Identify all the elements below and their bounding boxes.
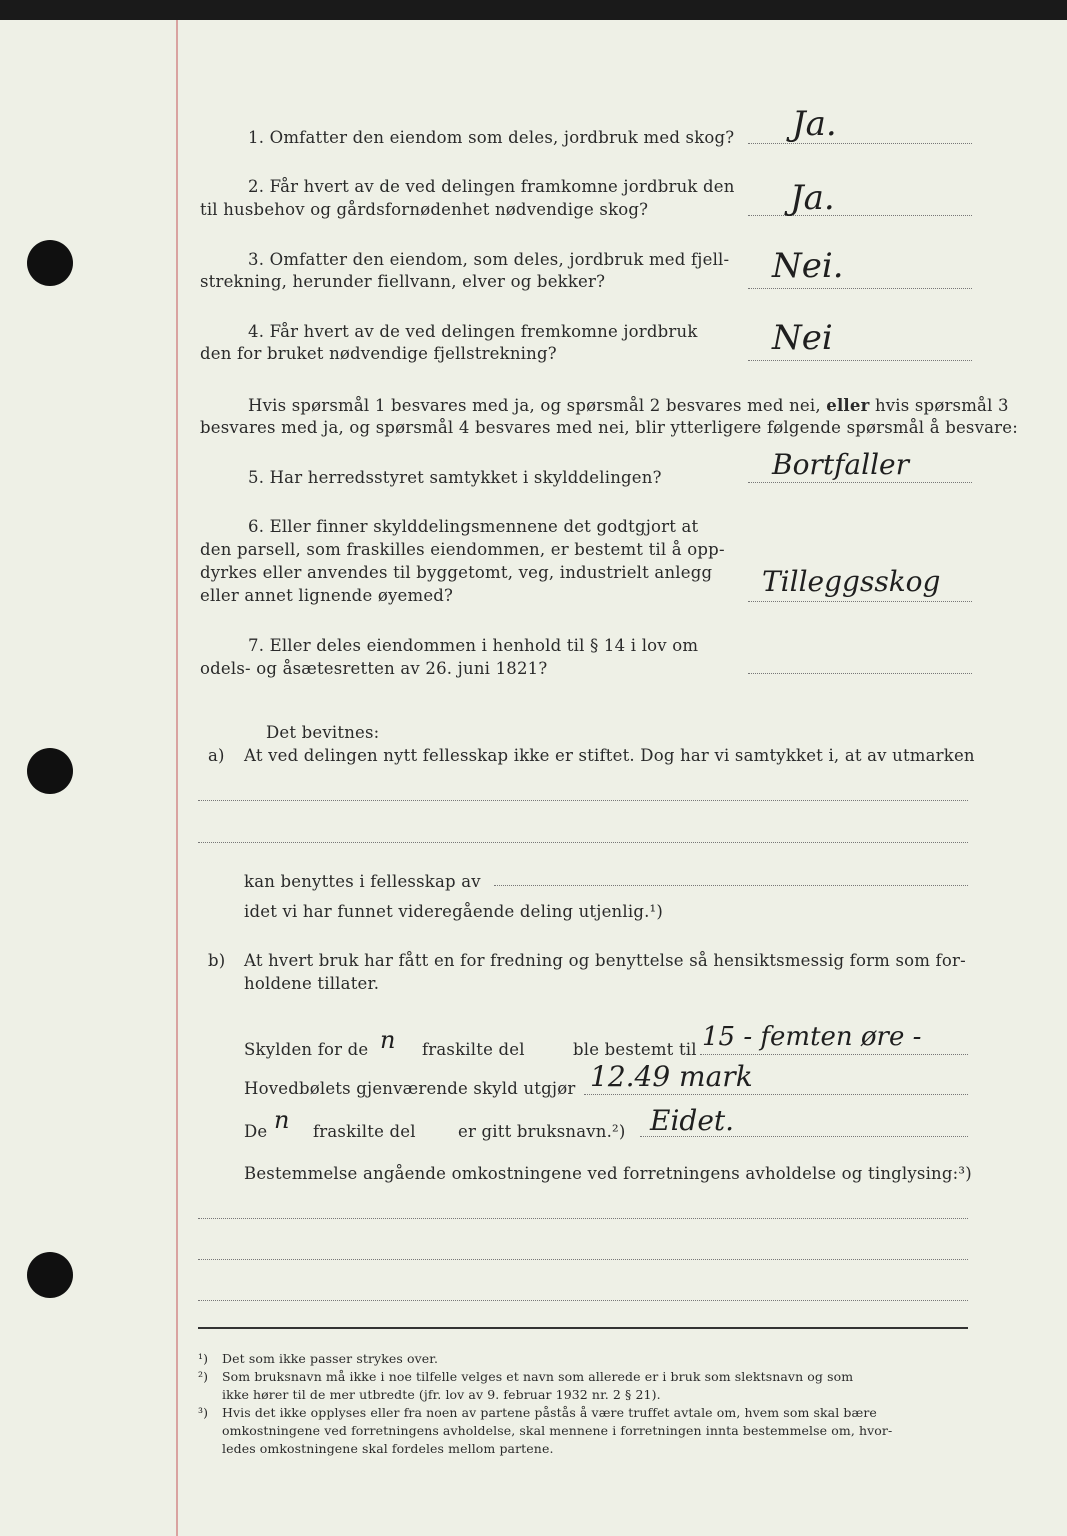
- bruksnavn-label-c: er gitt bruksnavn.²): [458, 1122, 626, 1141]
- margin-rule: [176, 20, 178, 1536]
- answer-line-6: [748, 601, 972, 602]
- footnote-3-mark: ³): [198, 1405, 209, 1420]
- blank-line-a1: [198, 800, 968, 801]
- bruksnavn-label-b: fraskilte del: [313, 1122, 416, 1141]
- bruksnavn-value: Eidet.: [650, 1104, 735, 1137]
- blank-line-a2: [198, 842, 968, 843]
- witness-b-text-1: At hvert bruk har fått en for fredning og benyttelse så hensiktsmessig form som for-: [244, 951, 966, 970]
- question-2-line-1: 2. Får hvert av de ved delingen framkomne jordbruk den: [248, 177, 735, 196]
- hovedbol-value: 12.49 mark: [590, 1060, 753, 1093]
- footnote-1-mark: ¹): [198, 1351, 209, 1366]
- question-2-line-2: til husbehov og gårdsfornødenhet nødvendige skog?: [200, 200, 649, 219]
- cost-label: Bestemmelse angående omkostningene ved forretningens avholdelse og tinglysing:³): [244, 1164, 972, 1183]
- answer-1: Ja.: [792, 104, 837, 144]
- question-4-line-2: den for bruket nødvendige fjellstrekning?: [200, 344, 557, 363]
- question-7-line-1: 7. Eller deles eiendommen i henhold til § 14 i lov om: [248, 636, 699, 655]
- bruksnavn-handwritten-n: n: [274, 1106, 290, 1134]
- condition-part-a: Hvis spørsmål 1 besvares med ja, og spørsmål 2 besvares med nei,: [248, 396, 821, 415]
- skyld-label-c: ble bestemt til: [573, 1040, 697, 1059]
- answer-6: Tilleggsskog: [762, 565, 941, 598]
- footnote-2-line-1: Som bruksnavn må ikke i noe tilfelle velges et navn som allerede er i bruk som slektsnavn og som: [222, 1369, 854, 1384]
- answer-line-1: [748, 143, 972, 144]
- condition-bold: eller: [826, 396, 870, 415]
- cost-blank-2: [198, 1259, 968, 1260]
- scan-top-edge: [0, 0, 1067, 20]
- answer-4: Nei: [772, 318, 833, 358]
- bruksnavn-label-a: De: [244, 1122, 268, 1141]
- condition-part-b: hvis spørsmål 3: [874, 396, 1009, 415]
- witness-a-text: At ved delingen nytt fellesskap ikke er stiftet. Dog har vi samtykket i, at av utmarken: [244, 746, 975, 765]
- punch-hole-2: [27, 748, 73, 794]
- question-6-line-2: den parsell, som fraskilles eiendommen, er bestemt til å opp-: [200, 540, 725, 559]
- skyld-value: 15 - femten øre -: [702, 1022, 922, 1052]
- question-4-line-1: 4. Får hvert av de ved delingen fremkomne jordbruk: [248, 322, 698, 341]
- question-5-line-1: 5. Har herredsstyret samtykket i skylddelingen?: [248, 468, 662, 487]
- felles-label: kan benyttes i fellesskap av: [244, 872, 481, 891]
- answer-3: Nei.: [772, 246, 844, 286]
- question-6-line-3: dyrkes eller anvendes til byggetomt, veg, industrielt anlegg: [200, 563, 713, 582]
- witness-b-label: b): [208, 951, 226, 970]
- answer-line-2: [748, 215, 972, 216]
- hovedbol-blank: [584, 1094, 968, 1095]
- question-3-line-2: strekning, herunder fiellvann, elver og bekker?: [200, 272, 606, 291]
- punch-hole-1: [27, 240, 73, 286]
- witness-a-label: a): [208, 746, 225, 765]
- skyld-label-a: Skylden for de: [244, 1040, 369, 1059]
- punch-hole-3: [27, 1252, 73, 1298]
- felles-blank: [494, 885, 968, 886]
- cost-blank-3: [198, 1300, 968, 1301]
- question-6-line-1: 6. Eller finner skylddelingsmennene det godtgjort at: [248, 517, 699, 536]
- condition-line-2: besvares med ja, og spørsmål 4 besvares med nei, blir ytterligere følgende spørsmål å besvare:: [200, 418, 1018, 437]
- answer-line-7: [748, 673, 972, 674]
- question-7-line-2: odels- og åsætesretten av 26. juni 1821?: [200, 659, 548, 678]
- skyld-label-b: fraskilte del: [422, 1040, 525, 1059]
- condition-line-1: [248, 396, 1009, 415]
- footnote-separator: [198, 1327, 968, 1329]
- footnote-3-line-3: ledes omkostningene skal fordeles mellom partene.: [222, 1441, 554, 1456]
- answer-line-5: [748, 482, 972, 483]
- question-1-line-1: 1. Omfatter den eiendom som deles, jordbruk med skog?: [248, 128, 735, 147]
- witness-b-text-2: holdene tillater.: [244, 974, 380, 993]
- footnote-3-line-2: omkostningene ved forretningens avholdelse, skal mennene i forretningen innta bestemmelse om, hvor-: [222, 1423, 893, 1438]
- footnote-2-mark: ²): [198, 1369, 209, 1384]
- question-6-line-4: eller annet lignende øyemed?: [200, 586, 454, 605]
- felles-note: idet vi har funnet videregående deling utjenlig.¹): [244, 902, 663, 921]
- skyld-blank: [700, 1054, 968, 1055]
- skyld-handwritten-n: n: [380, 1026, 396, 1054]
- answer-2: Ja.: [790, 178, 835, 218]
- cost-blank-1: [198, 1218, 968, 1219]
- answer-line-3: [748, 288, 972, 289]
- answer-5: Bortfaller: [772, 448, 909, 481]
- hovedbol-label: Hovedbølets gjenværende skyld utgjør: [244, 1079, 576, 1098]
- question-3-line-1: 3. Omfatter den eiendom, som deles, jordbruk med fjell-: [248, 250, 730, 269]
- witness-heading: Det bevitnes:: [266, 723, 380, 742]
- answer-line-4: [748, 360, 972, 361]
- footnote-1-line-1: Det som ikke passer strykes over.: [222, 1351, 439, 1366]
- footnote-3-line-1: Hvis det ikke opplyses eller fra noen av partene påstås å være truffet avtale om, hvem som skal bære: [222, 1405, 877, 1420]
- footnote-2-line-2: ikke hører til de mer utbredte (jfr. lov av 9. februar 1932 nr. 2 § 21).: [222, 1387, 661, 1402]
